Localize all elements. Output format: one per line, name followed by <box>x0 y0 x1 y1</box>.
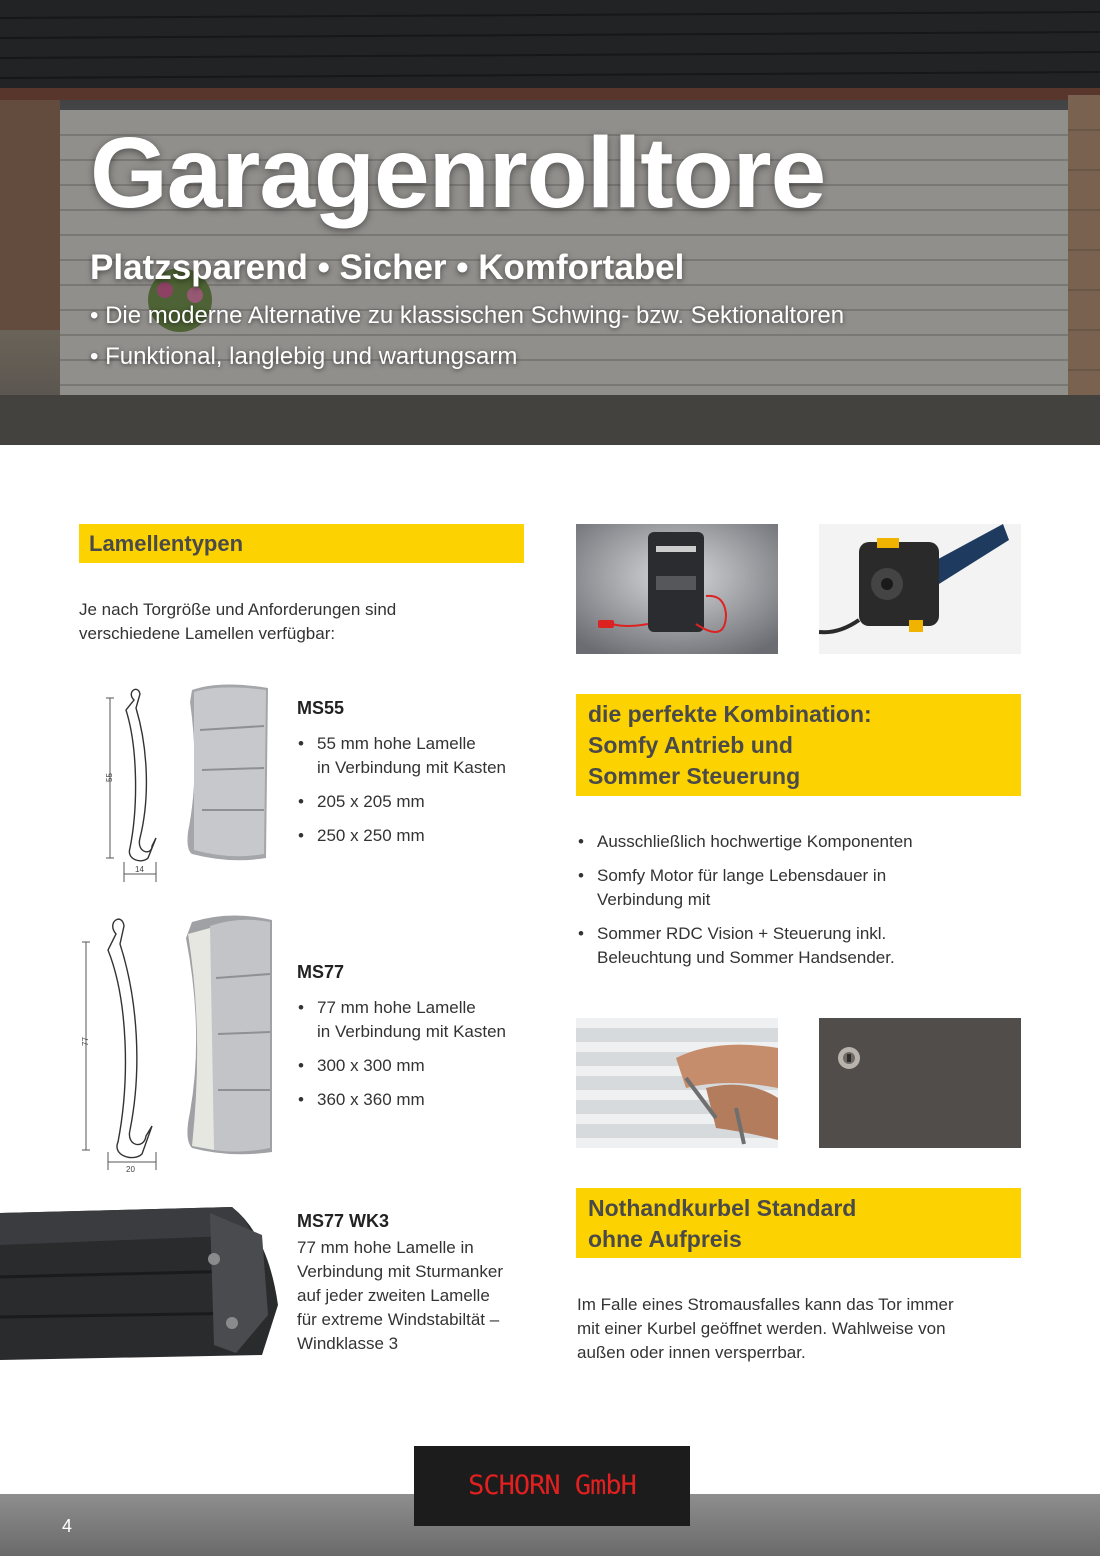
list-item: • 300 x 300 mm <box>297 1054 506 1078</box>
ms77-height-label: 77 <box>81 1037 90 1046</box>
kombination-bullet-list <box>577 830 1022 980</box>
hero-bullet: • Funktional, langlebig und wartungsarm <box>90 343 518 370</box>
hero-banner <box>0 0 1100 445</box>
schorn-logo: SCHORN GmbH <box>414 1446 690 1526</box>
nothandkurbel-header: Nothandkurbel Standard ohne Aufpreis <box>576 1188 1021 1258</box>
sommer-controller-photo <box>576 524 778 654</box>
list-item: • 250 x 250 mm <box>297 824 506 848</box>
kombination-header: die perfekte Kombination: Somfy Antrieb und Sommer Steuerung <box>576 694 1021 796</box>
ms77-profile-drawing <box>72 910 164 1172</box>
ms77-wk3-description: 77 mm hohe Lamelle in Verbindung mit Sturmanker auf jeder zweiten Lamelle für extreme Windstabiltät – Windklasse 3 <box>297 1238 503 1353</box>
ms77-wk3-image <box>0 1205 282 1360</box>
hero-subtitle: Platzsparend • Sicher • Komfortabel <box>90 248 685 287</box>
ms55-lamella-image <box>180 682 275 864</box>
ms77-lamella-image <box>180 912 280 1160</box>
list-item: • Ausschließlich hochwertige Komponenten <box>577 830 1022 854</box>
list-item: • Somfy Motor für lange Lebensdauer in Verbindung mit <box>577 864 1022 912</box>
somfy-motor-photo <box>819 524 1021 654</box>
lock-photo <box>819 1018 1021 1148</box>
ms55-profile-drawing <box>96 678 166 888</box>
ms55-bullet-list <box>297 732 506 858</box>
list-item: • 77 mm hohe Lamelle in Verbindung mit Kasten <box>297 996 506 1044</box>
ms55-title: MS55 <box>297 698 345 718</box>
list-item: • 360 x 360 mm <box>297 1088 506 1112</box>
ms77-width-label: 20 <box>126 1165 135 1172</box>
hand-crank-photo <box>576 1018 778 1148</box>
ms77-title: MS77 <box>297 962 345 982</box>
page-title: Garagenrolltore <box>90 117 826 229</box>
lamellen-intro <box>79 598 499 646</box>
list-item: • 205 x 205 mm <box>297 790 506 814</box>
intro-line: Je nach Torgröße und Anforderungen sind <box>79 600 397 619</box>
page-number: 4 <box>62 1516 73 1536</box>
intro-line: verschiedene Lamellen verfügbar: <box>79 624 336 643</box>
hero-bullet: • Die moderne Alternative zu klassischen Schwing- bzw. Sektionaltoren <box>90 302 845 329</box>
ms77-bullet-list <box>297 996 506 1122</box>
ms55-width-label: 14 <box>135 865 144 874</box>
list-item: • Sommer RDC Vision + Steuerung inkl. Beleuchtung und Sommer Handsender. <box>577 922 1022 970</box>
ms77-wk3-title: MS77 WK3 <box>297 1211 390 1231</box>
ms55-height-label: 55 <box>105 773 114 782</box>
list-item: • 55 mm hohe Lamelle in Verbindung mit Kasten <box>297 732 506 780</box>
nothandkurbel-text: Im Falle eines Stromausfalles kann das Tor immer mit einer Kurbel geöffnet werden. Wahlweise von außen oder innen versperrbar. <box>577 1295 954 1362</box>
lamellentypen-header: Lamellentypen <box>79 524 524 563</box>
